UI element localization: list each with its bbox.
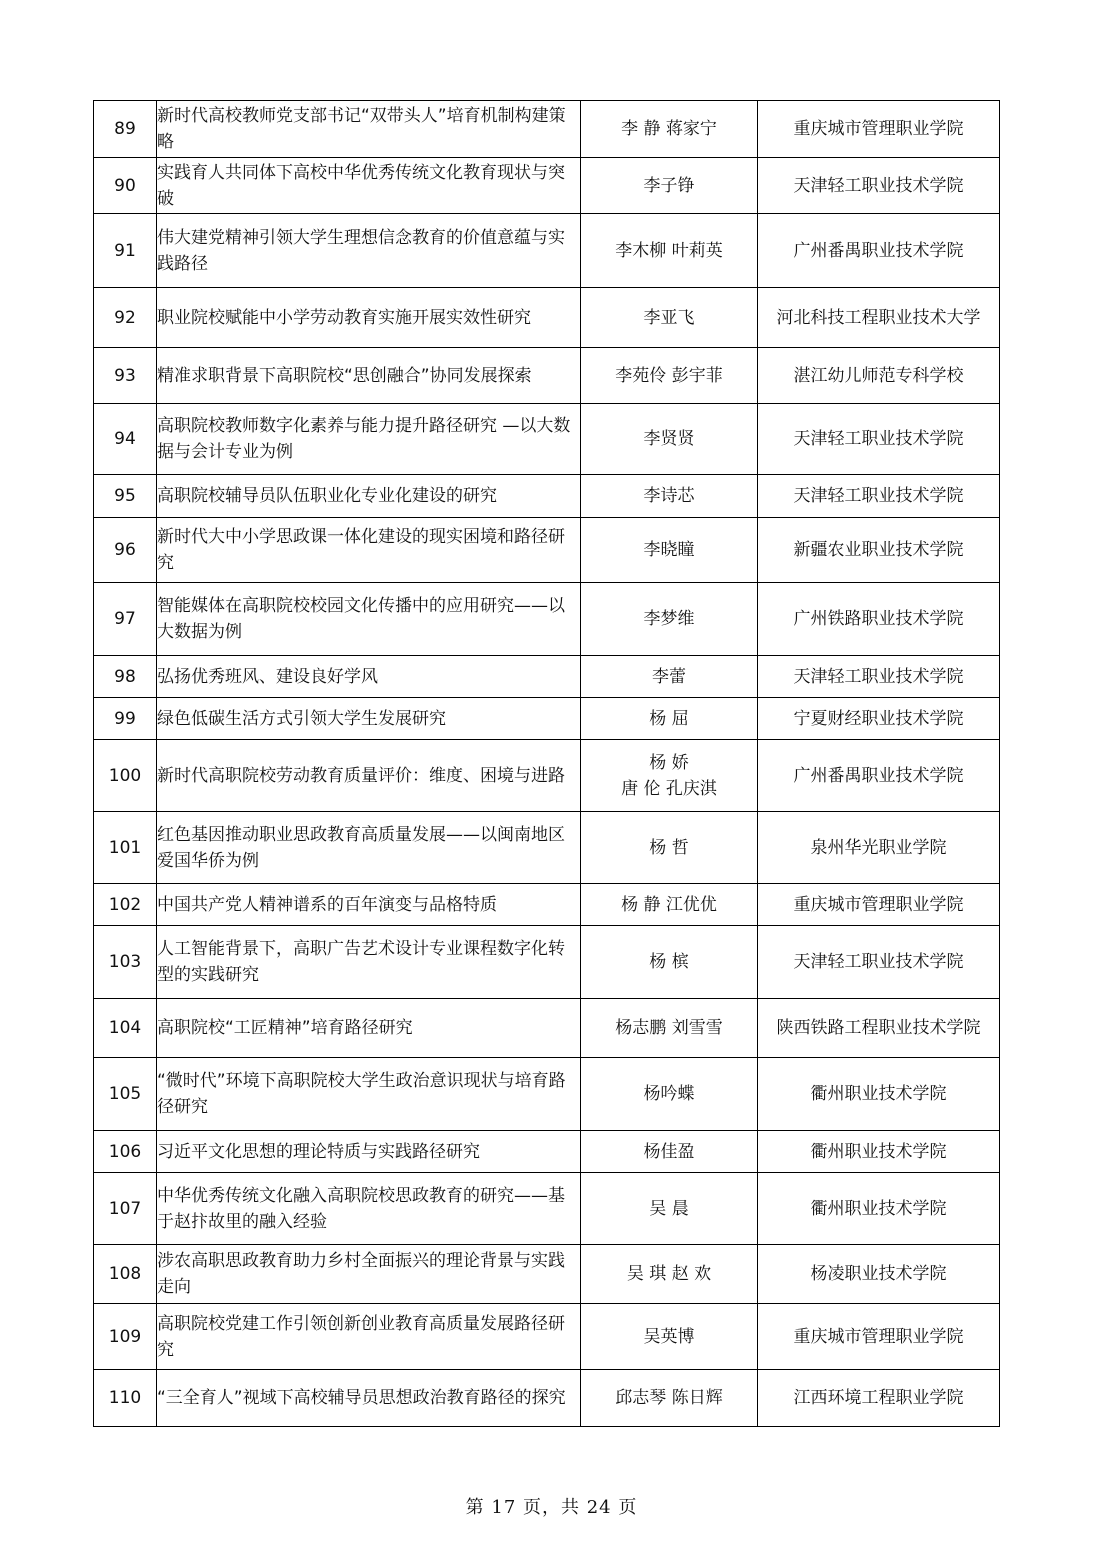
institution-name: 新疆农业职业技术学院 [758, 518, 1000, 583]
table-row [94, 288, 1000, 348]
project-title: “微时代”环境下高职院校大学生政治意识现状与培育路径研究 [157, 1058, 581, 1131]
table-row [94, 999, 1000, 1058]
row-number: 110 [94, 1370, 157, 1427]
project-authors: 杨 槟 [581, 926, 758, 999]
project-authors: 李蕾 [581, 656, 758, 698]
project-authors: 李苑伶 彭宇菲 [581, 348, 758, 404]
institution-name: 重庆城市管理职业学院 [758, 1304, 1000, 1370]
project-title: 高职院校“工匠精神”培育路径研究 [157, 999, 581, 1058]
row-number: 102 [94, 884, 157, 926]
institution-name: 衢州职业技术学院 [758, 1131, 1000, 1173]
institution-name: 天津轻工职业技术学院 [758, 404, 1000, 475]
table-row [94, 158, 1000, 214]
institution-name: 衢州职业技术学院 [758, 1173, 1000, 1245]
institution-name: 湛江幼儿师范专科学校 [758, 348, 1000, 404]
project-list-table [93, 100, 1000, 1427]
table-row [94, 1058, 1000, 1131]
table-row [94, 1304, 1000, 1370]
table-row [94, 348, 1000, 404]
institution-name: 天津轻工职业技术学院 [758, 926, 1000, 999]
table-row [94, 1245, 1000, 1304]
row-number: 104 [94, 999, 157, 1058]
project-title: 中国共产党人精神谱系的百年演变与品格特质 [157, 884, 581, 926]
project-title: 弘扬优秀班风、建设良好学风 [157, 656, 581, 698]
project-authors: 李子铮 [581, 158, 758, 214]
project-title: 职业院校赋能中小学劳动教育实施开展实效性研究 [157, 288, 581, 348]
project-title: “三全育人”视域下高校辅导员思想政治教育路径的探究 [157, 1370, 581, 1427]
project-title: 红色基因推动职业思政教育高质量发展——以闽南地区爱国华侨为例 [157, 812, 581, 884]
institution-name: 广州铁路职业技术学院 [758, 583, 1000, 656]
project-authors: 杨 屈 [581, 698, 758, 740]
row-number: 89 [94, 101, 157, 158]
table-row [94, 740, 1000, 812]
project-title: 人工智能背景下，高职广告艺术设计专业课程数字化转型的实践研究 [157, 926, 581, 999]
row-number: 103 [94, 926, 157, 999]
institution-name: 广州番禺职业技术学院 [758, 740, 1000, 812]
table-row [94, 698, 1000, 740]
row-number: 99 [94, 698, 157, 740]
institution-name: 陕西铁路工程职业技术学院 [758, 999, 1000, 1058]
project-title: 实践育人共同体下高校中华优秀传统文化教育现状与突破 [157, 158, 581, 214]
project-title: 习近平文化思想的理论特质与实践路径研究 [157, 1131, 581, 1173]
project-authors: 李诗芯 [581, 475, 758, 518]
project-authors: 李贤贤 [581, 404, 758, 475]
row-number: 108 [94, 1245, 157, 1304]
project-authors: 吴 琪 赵 欢 [581, 1245, 758, 1304]
institution-name: 广州番禺职业技术学院 [758, 214, 1000, 288]
project-title: 绿色低碳生活方式引领大学生发展研究 [157, 698, 581, 740]
project-authors: 杨佳盈 [581, 1131, 758, 1173]
project-authors: 李亚飞 [581, 288, 758, 348]
row-number: 100 [94, 740, 157, 812]
page-number-footer: 第 17 页，共 24 页 [465, 1497, 638, 1518]
institution-name: 宁夏财经职业技术学院 [758, 698, 1000, 740]
table-row [94, 926, 1000, 999]
row-number: 92 [94, 288, 157, 348]
project-authors: 邱志琴 陈日辉 [581, 1370, 758, 1427]
table-row [94, 404, 1000, 475]
project-title: 中华优秀传统文化融入高职院校思政教育的研究——基于赵抃故里的融入经验 [157, 1173, 581, 1245]
row-number: 91 [94, 214, 157, 288]
institution-name: 天津轻工职业技术学院 [758, 656, 1000, 698]
project-authors: 杨志鹏 刘雪雪 [581, 999, 758, 1058]
row-number: 107 [94, 1173, 157, 1245]
institution-name: 河北科技工程职业技术大学 [758, 288, 1000, 348]
project-title: 涉农高职思政教育助力乡村全面振兴的理论背景与实践走向 [157, 1245, 581, 1304]
project-authors: 吴 晨 [581, 1173, 758, 1245]
row-number: 106 [94, 1131, 157, 1173]
project-authors: 李 静 蒋家宁 [581, 101, 758, 158]
project-title: 智能媒体在高职院校校园文化传播中的应用研究——以大数据为例 [157, 583, 581, 656]
institution-name: 重庆城市管理职业学院 [758, 884, 1000, 926]
table-row [94, 1173, 1000, 1245]
institution-name: 江西环境工程职业学院 [758, 1370, 1000, 1427]
institution-name: 泉州华光职业学院 [758, 812, 1000, 884]
table-row [94, 101, 1000, 158]
project-authors: 杨 娇 唐 伦 孔庆淇 [581, 740, 758, 812]
project-authors: 杨吟蝶 [581, 1058, 758, 1131]
row-number: 109 [94, 1304, 157, 1370]
project-title: 高职院校教师数字化素养与能力提升路径研究 —以大数据与会计专业为例 [157, 404, 581, 475]
project-authors: 李梦维 [581, 583, 758, 656]
institution-name: 天津轻工职业技术学院 [758, 158, 1000, 214]
row-number: 95 [94, 475, 157, 518]
table-row [94, 518, 1000, 583]
project-authors: 杨 静 江优优 [581, 884, 758, 926]
project-authors: 吴英博 [581, 1304, 758, 1370]
table-row [94, 475, 1000, 518]
row-number: 105 [94, 1058, 157, 1131]
row-number: 90 [94, 158, 157, 214]
table-row [94, 812, 1000, 884]
project-title: 新时代大中小学思政课一体化建设的现实困境和路径研究 [157, 518, 581, 583]
project-title: 高职院校党建工作引领创新创业教育高质量发展路径研究 [157, 1304, 581, 1370]
row-number: 93 [94, 348, 157, 404]
institution-name: 天津轻工职业技术学院 [758, 475, 1000, 518]
table-row [94, 884, 1000, 926]
table-row [94, 1131, 1000, 1173]
institution-name: 重庆城市管理职业学院 [758, 101, 1000, 158]
row-number: 97 [94, 583, 157, 656]
row-number: 94 [94, 404, 157, 475]
project-title: 新时代高校教师党支部书记“双带头人”培育机制构建策略 [157, 101, 581, 158]
table-row [94, 1370, 1000, 1427]
project-authors: 李木柳 叶莉英 [581, 214, 758, 288]
table-row [94, 214, 1000, 288]
row-number: 98 [94, 656, 157, 698]
row-number: 101 [94, 812, 157, 884]
table-row [94, 583, 1000, 656]
institution-name: 杨凌职业技术学院 [758, 1245, 1000, 1304]
project-title: 伟大建党精神引领大学生理想信念教育的价值意蕴与实践路径 [157, 214, 581, 288]
row-number: 96 [94, 518, 157, 583]
project-title: 新时代高职院校劳动教育质量评价：维度、困境与进路 [157, 740, 581, 812]
table-row [94, 656, 1000, 698]
institution-name: 衢州职业技术学院 [758, 1058, 1000, 1131]
project-title: 高职院校辅导员队伍职业化专业化建设的研究 [157, 475, 581, 518]
project-authors: 李晓瞳 [581, 518, 758, 583]
project-authors: 杨 哲 [581, 812, 758, 884]
project-title: 精准求职背景下高职院校“思创融合”协同发展探索 [157, 348, 581, 404]
